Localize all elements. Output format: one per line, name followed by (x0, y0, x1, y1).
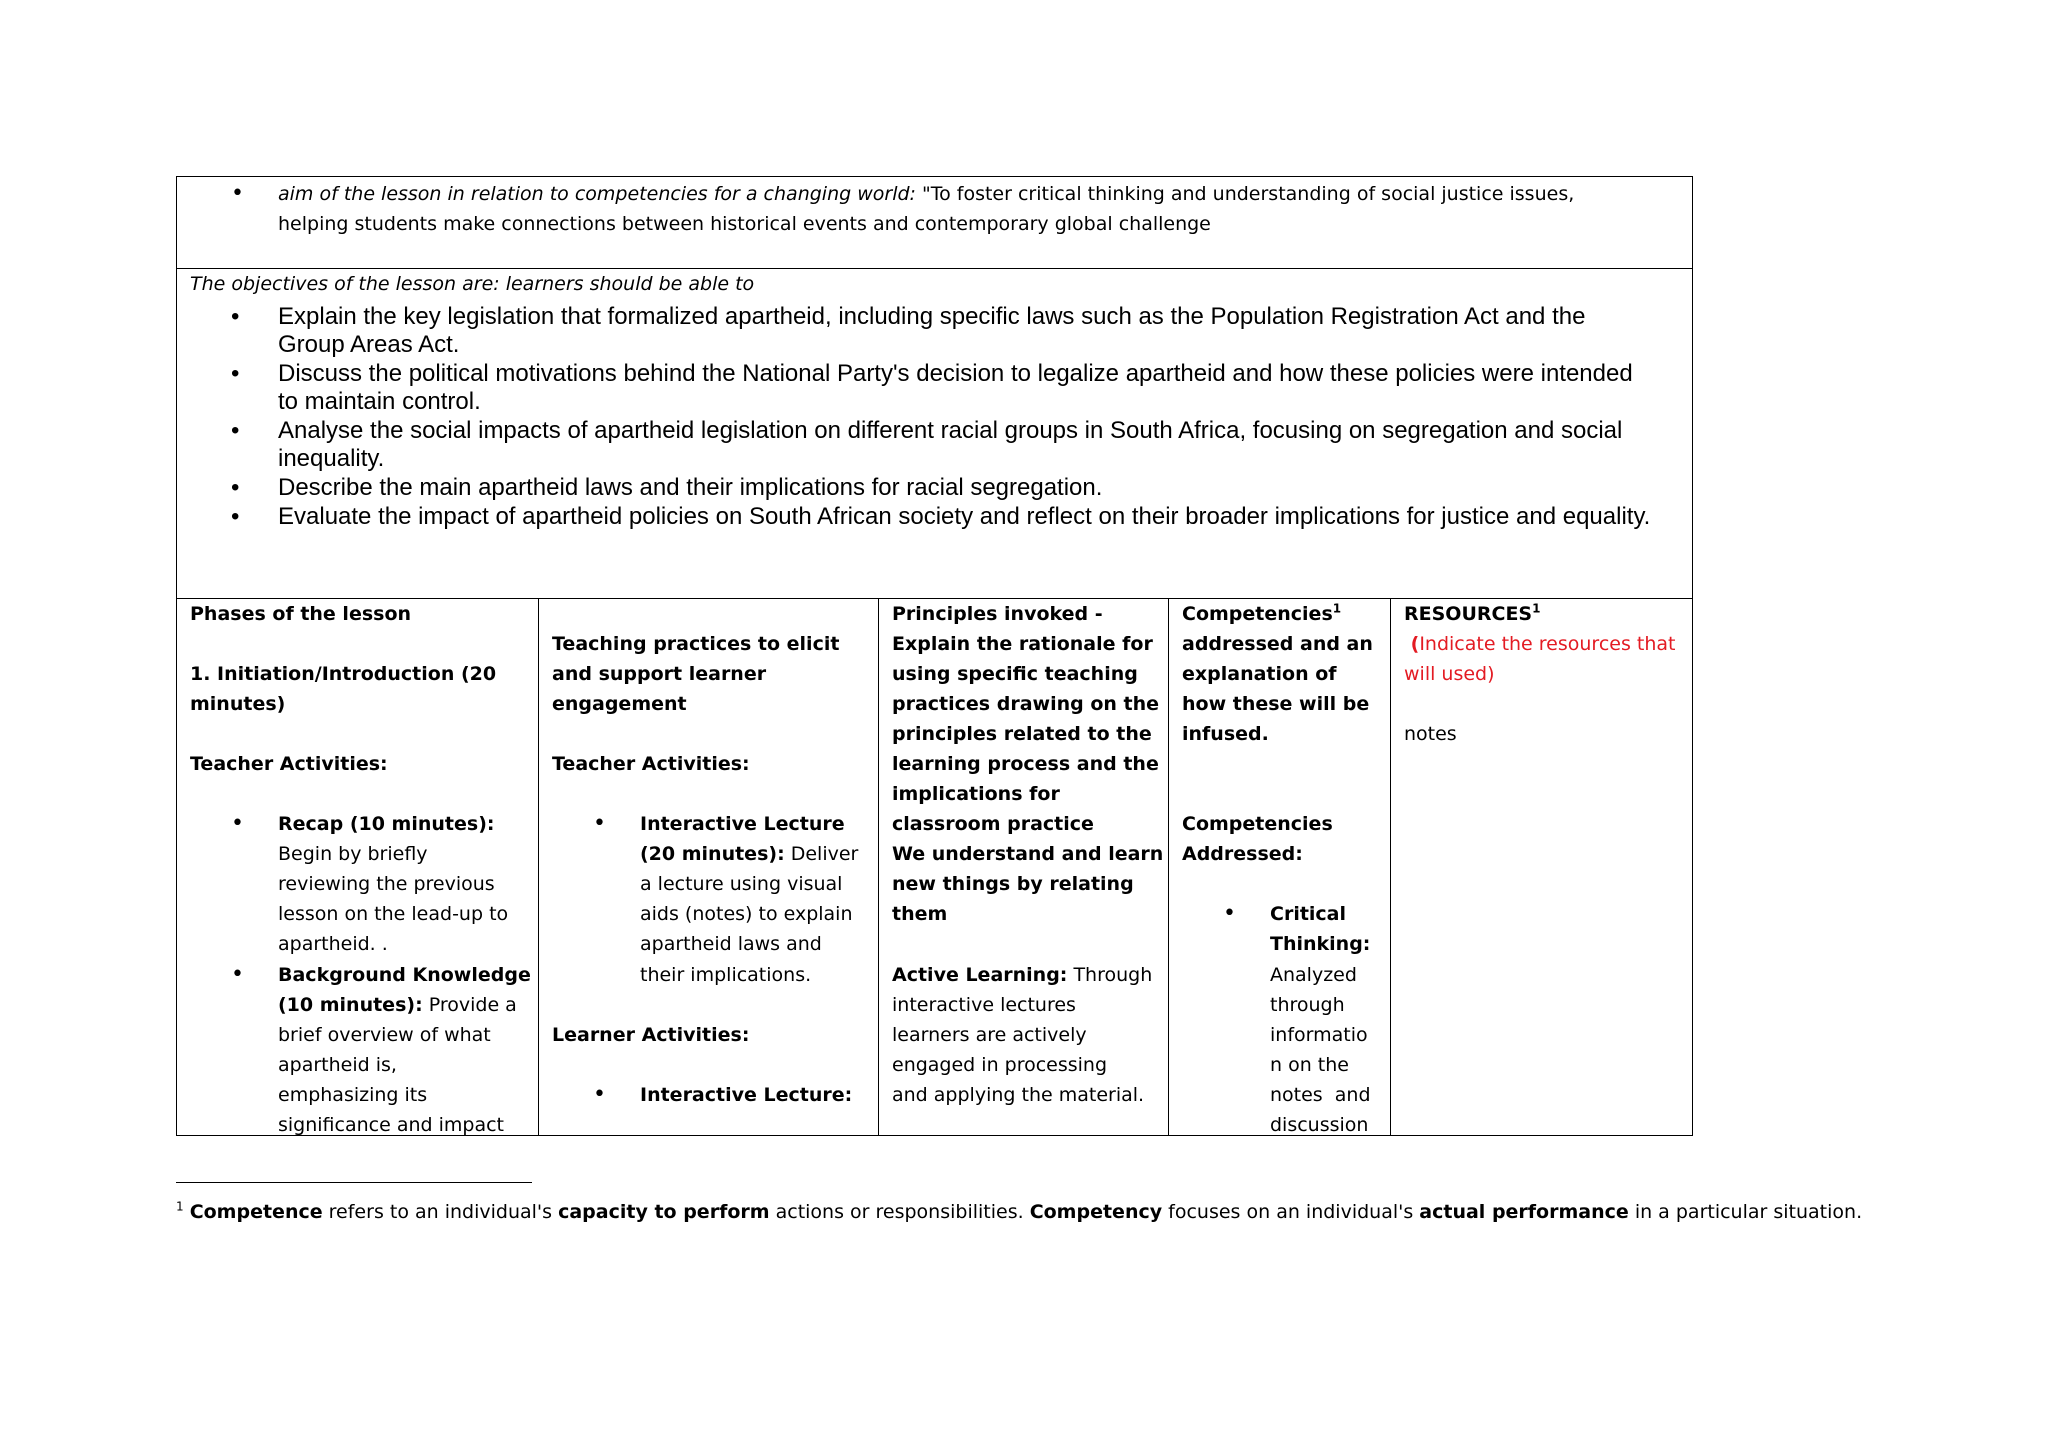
objective-item (231, 417, 1686, 473)
column-teaching-practices (538, 599, 878, 1135)
objective-item (231, 303, 1686, 359)
footnote-text: in a particular situation. (1628, 1201, 1863, 1223)
critical-thinking-text: informatio (1270, 1024, 1368, 1046)
phases-table-row (177, 599, 1692, 1135)
bullet-icon: • (231, 962, 244, 987)
bullet-icon: • (231, 503, 240, 530)
footnote-separator (176, 1182, 532, 1183)
column-header-cont: and support learner (552, 663, 767, 685)
active-learning-text (892, 960, 1152, 990)
resources-instruction-paren: ( (1404, 633, 1420, 655)
column-competencies (1168, 599, 1390, 1135)
active-learning-text: interactive lectures (892, 994, 1076, 1016)
competencies-addressed-heading-cont: Addressed: (1182, 843, 1303, 865)
bullet-icon: • (231, 417, 240, 444)
critical-thinking-text: through (1270, 994, 1345, 1016)
resources-value: notes (1404, 723, 1457, 745)
teacher-activities-heading: Teacher Activities: (552, 753, 750, 775)
objective-item (231, 360, 1686, 416)
lesson-plan-table (176, 176, 1693, 1136)
column-header (1182, 599, 1341, 629)
teacher-activities-heading: Teacher Activities: (190, 753, 388, 775)
column-header-cont: using specific teaching (892, 663, 1138, 685)
phase-title-cont: minutes) (190, 693, 286, 715)
lecture-text: apartheid laws and (640, 933, 822, 955)
column-header-cont: practices drawing on the (892, 693, 1160, 715)
lecture-text: their implications. (640, 964, 812, 986)
objectives-intro: The objectives of the lesson are: learners should be able to (190, 273, 755, 295)
aim-text-line2: helping students make connections between historical events and contemporary global challenge (278, 213, 1211, 235)
objective-text-cont: to maintain control. (278, 388, 481, 415)
footnote-term: actual performance (1419, 1201, 1629, 1223)
footnote (176, 1197, 1862, 1227)
column-phases (177, 599, 538, 1135)
lecture-label: Interactive Lecture (640, 813, 845, 835)
column-header-cont: classroom practice (892, 813, 1094, 835)
critical-thinking-text: n on the (1270, 1054, 1349, 1076)
aim-statement: "To foster critical thinking and understanding of social justice issues, (921, 183, 1575, 205)
column-header: Teaching practices to elicit (552, 633, 840, 655)
footnote-term: Competence (189, 1201, 323, 1223)
column-header-cont: how these will be (1182, 693, 1370, 715)
bullet-icon: • (593, 1082, 606, 1107)
background-text: significance and impact (278, 1114, 505, 1136)
principle-statement-cont: new things by relating (892, 873, 1134, 895)
column-header-cont: implications for (892, 783, 1060, 805)
critical-thinking-label-cont: Thinking: (1270, 933, 1371, 955)
recap-text: reviewing the previous (278, 873, 495, 895)
column-header-cont: engagement (552, 693, 687, 715)
recap-label: Recap (10 minutes): (278, 813, 495, 835)
critical-thinking-text: discussion (1270, 1114, 1369, 1136)
lecture-text-start: Deliver (790, 843, 859, 865)
objectives-list (231, 303, 1686, 532)
column-header-cont: Explain the rationale for (892, 633, 1153, 655)
objectives-row (177, 269, 1692, 599)
principle-statement: We understand and learn (892, 843, 1164, 865)
bullet-icon: • (231, 360, 240, 387)
competencies-addressed-heading: Competencies (1182, 813, 1333, 835)
recap-text: lesson on the lead-up to (278, 903, 509, 925)
background-text (278, 990, 517, 1020)
footnote-text: focuses on an individual's (1162, 1201, 1420, 1223)
phase-title: 1. Initiation/Introduction (20 (190, 663, 497, 685)
critical-thinking-text: notes and (1270, 1084, 1371, 1106)
background-text: brief overview of what (278, 1024, 491, 1046)
aim-label: aim of the lesson in relation to competencies for a changing world: (278, 183, 916, 205)
objective-text: Evaluate the impact of apartheid policies on South African society and reflect on their broader implications for justice and equality. (278, 503, 1651, 530)
objective-text: Describe the main apartheid laws and their implications for racial segregation. (278, 474, 1103, 501)
bullet-icon: • (231, 303, 240, 330)
column-header: Phases of the lesson (190, 603, 412, 625)
bullet-icon: • (231, 181, 244, 206)
objective-text: Discuss the political motivations behind the National Party's decision to legalize apartheid and how these policies were intended (278, 360, 1633, 387)
resources-instruction-cont: will used) (1404, 663, 1495, 685)
footnote-text: actions or responsibilities. (769, 1201, 1030, 1223)
objective-item (231, 474, 1686, 502)
recap-text: apartheid. . (278, 933, 388, 955)
column-header-cont: principles related to the (892, 723, 1152, 745)
column-header (1404, 599, 1540, 629)
lecture-text: aids (notes) to explain (640, 903, 853, 925)
lecture-text: a lecture using visual (640, 873, 843, 895)
bullet-icon: • (593, 811, 606, 836)
bullet-icon: • (1223, 901, 1236, 926)
bullet-icon: • (231, 474, 240, 501)
active-learning-label: Active Learning: (892, 964, 1068, 986)
bullet-icon: • (231, 811, 244, 836)
lecture-label-cont: (20 minutes): (640, 843, 785, 865)
footnote-term: Competency (1029, 1201, 1163, 1223)
learner-activities-heading: Learner Activities: (552, 1024, 750, 1046)
footnote-term: capacity to perform (558, 1201, 770, 1223)
footnote-reference[interactable]: 1 (1532, 601, 1541, 616)
principle-statement-cont: them (892, 903, 948, 925)
active-learning-text: learners are actively (892, 1024, 1087, 1046)
objective-item (231, 503, 1686, 531)
aim-text-line1 (278, 179, 1574, 209)
active-learning-text-start: Through (1073, 964, 1153, 986)
resources-instruction-text: Indicate the resources that (1419, 633, 1676, 655)
column-header-cont: infused. (1182, 723, 1269, 745)
recap-text: Begin by briefly (278, 843, 428, 865)
column-header-cont: addressed and an (1182, 633, 1373, 655)
active-learning-text: engaged in processing (892, 1054, 1108, 1076)
objective-text: Explain the key legislation that formalized apartheid, including specific laws such as the Population Registration Act and the (278, 303, 1586, 330)
objective-text-cont: Group Areas Act. (278, 331, 460, 358)
column-header-cont: explanation of (1182, 663, 1337, 685)
footnote-mark: 1 (176, 1199, 184, 1214)
column-header: Principles invoked - (892, 603, 1103, 625)
column-header-text: Competencies (1182, 603, 1333, 625)
learner-lecture-label: Interactive Lecture: (640, 1084, 853, 1106)
background-text-start: Provide a (428, 994, 517, 1016)
objective-text: Analyse the social impacts of apartheid legislation on different racial groups in South Africa, focusing on segregation and social (278, 417, 1623, 444)
background-label-cont: (10 minutes): (278, 994, 423, 1016)
column-principles (878, 599, 1168, 1135)
objective-text-cont: inequality. (278, 445, 385, 472)
resources-instruction (1404, 629, 1676, 659)
footnote-reference[interactable]: 1 (1332, 601, 1342, 616)
column-resources (1390, 599, 1692, 1135)
active-learning-text: and applying the material. (892, 1084, 1145, 1106)
column-header-cont: learning process and the (892, 753, 1159, 775)
critical-thinking-text: Analyzed (1270, 964, 1357, 986)
background-text: emphasizing its (278, 1084, 428, 1106)
aim-row (177, 177, 1692, 269)
footnote-text: refers to an individual's (322, 1201, 559, 1223)
lecture-text (640, 839, 858, 869)
column-header-text: RESOURCES (1404, 603, 1533, 625)
critical-thinking-label: Critical (1270, 903, 1347, 925)
background-text: apartheid is, (278, 1054, 397, 1076)
background-label: Background Knowledge (278, 964, 531, 986)
